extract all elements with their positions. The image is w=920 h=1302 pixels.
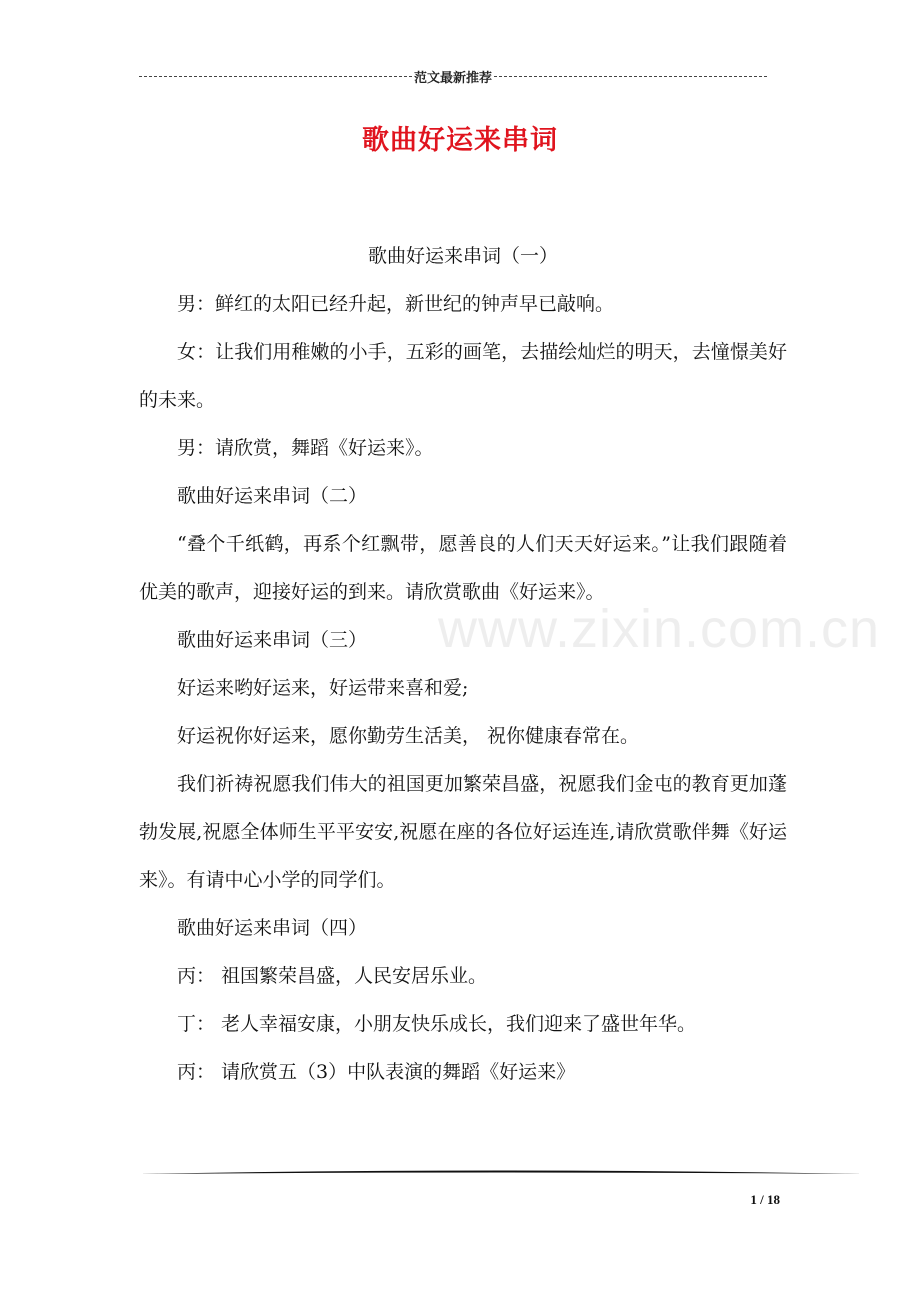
- header-dash-left: [139, 76, 412, 77]
- header-label: 范文最新推荐: [414, 69, 493, 85]
- page-header: [139, 64, 767, 88]
- paragraph: 男：鲜红的太阳已经升起，新世纪的钟声早已敲响。: [177, 293, 615, 315]
- paragraph: “叠个千纸鹤，再系个红飘带，愿善良的人们天天好运来。”让我们跟随着优美的歌声，迎接好运的到来。请欣赏歌曲《好运来》。: [139, 533, 787, 603]
- paragraph: 好运来哟好运来，好运带来喜和爱;: [177, 677, 469, 699]
- section-heading-4: 歌曲好运来串词（四）: [177, 917, 368, 939]
- paragraph: 丁： 老人幸福安康，小朋友快乐成长，我们迎来了盛世年华。: [177, 1013, 697, 1035]
- watermark: www.zixin.com.cn: [438, 599, 881, 659]
- paragraph: 好运祝你好运来，愿你勤劳生活美， 祝你健康春常在。: [177, 725, 640, 747]
- document-title: 歌曲好运来串词: [362, 125, 558, 156]
- section-heading-2: 歌曲好运来串词（二）: [177, 485, 368, 507]
- paragraph: 丙： 祖国繁荣昌盛，人民安居乐业。: [177, 965, 488, 987]
- page-number: 1 / 18: [750, 1192, 780, 1207]
- section-heading-3: 歌曲好运来串词（三）: [177, 629, 368, 651]
- paragraph: 丙： 请欣赏五（3）中队表演的舞蹈《好运来》: [177, 1061, 576, 1083]
- header-dash-right: [494, 76, 767, 77]
- document-body: [139, 232, 787, 1096]
- footer-rule: [139, 1166, 863, 1178]
- section-heading-1: 歌曲好运来串词（一）: [367, 245, 558, 267]
- paragraph: 我们祈祷祝愿我们伟大的祖国更加繁荣昌盛，祝愿我们金屯的教育更加蓬勃发展,祝愿全体师生平平安安,祝愿在座的各位好运连连,请欣赏歌伴舞《好运来》。有请中心小学的同学们。: [139, 773, 787, 891]
- paragraph: 男：请欣赏，舞蹈《好运来》。: [177, 437, 434, 459]
- paragraph: 女：让我们用稚嫩的小手，五彩的画笔，去描绘灿烂的明天，去憧憬美好的未来。: [139, 341, 787, 411]
